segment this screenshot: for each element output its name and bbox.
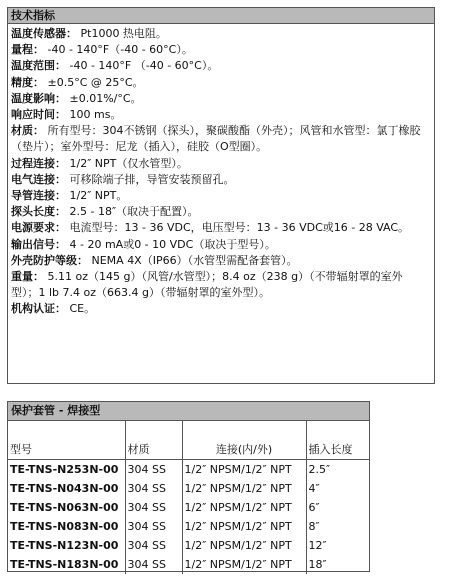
spec-value: -40 - 140°F（-40 - 60°C）。: [44, 43, 193, 57]
spec-label: 探头长度：: [11, 205, 66, 219]
col-header-model: 型号: [8, 421, 125, 460]
cell-insertion-length: 8″: [306, 517, 369, 536]
spec-label: 电气连接：: [11, 172, 66, 186]
spec-value: ±0.5°C @ 25°C。: [44, 75, 144, 89]
spec-label: 导管连接：: [11, 189, 66, 203]
spec-line: [11, 107, 430, 123]
spec-label: 电源要求：: [11, 221, 66, 235]
spec-value: Pt1000 热电阻。: [77, 27, 167, 40]
spec-value: 1/2″ NPT（仅水管型）。: [66, 156, 188, 170]
cell-connection: 1/2″ NPSM/1/2″ NPT: [182, 479, 306, 498]
spec-label: 响应时间：: [11, 108, 66, 122]
cell-insertion-length: 18″: [306, 555, 369, 574]
spec-label: 精度：: [11, 75, 44, 89]
spec-value: 1/2″ NPT。: [66, 189, 128, 203]
spec-value: 2.5 - 18″（取决于配置）。: [66, 205, 199, 219]
table-header-row: [8, 421, 369, 460]
table-row: [8, 517, 369, 536]
spec-value: 4 - 20 mA或0 - 10 VDC（取决于型号）。: [66, 237, 276, 251]
cell-material: 304 SS: [125, 517, 182, 536]
cell-connection: 1/2″ NPSM/1/2″ NPT: [182, 498, 306, 517]
cell-connection: 1/2″ NPSM/1/2″ NPT: [182, 460, 306, 480]
spec-line: [11, 58, 430, 74]
spec-line: [11, 42, 430, 58]
col-header-insertion-length: 插入长度: [306, 421, 369, 460]
cell-material: 304 SS: [125, 479, 182, 498]
spec-label: 外壳防护等级：: [11, 253, 88, 267]
cell-insertion-length: 12″: [306, 536, 369, 555]
spec-value: 所有型号：304不锈钢（探头），聚碳酸酯（外壳）；风管和水管型：氯丁橡胶（垫片）；室外型号：尼龙（插入），硅胶（O型圈）。: [11, 124, 421, 154]
cell-material: 304 SS: [125, 555, 182, 574]
cell-insertion-length: 2.5″: [306, 460, 369, 480]
cell-model: TE-TNS-N083N-00: [10, 519, 119, 533]
spec-panel: [7, 7, 435, 384]
spec-value: NEMA 4X（IP66）（水管型需配备套管）。: [88, 253, 298, 267]
cell-model: TE-TNS-N253N-00: [10, 462, 119, 476]
spec-list: [8, 24, 434, 318]
thermowell-table: [8, 421, 369, 574]
table-row: [8, 479, 369, 498]
cell-material: 304 SS: [125, 536, 182, 555]
cell-material: 304 SS: [125, 498, 182, 517]
cell-model: TE-TNS-N043N-00: [10, 481, 119, 495]
spec-label: 量程：: [11, 43, 44, 57]
spec-line: [11, 188, 430, 204]
spec-label: 输出信号：: [11, 237, 66, 251]
cell-insertion-length: 6″: [306, 498, 369, 517]
spec-title: 技术指标: [8, 8, 434, 24]
col-header-connection: 连接(内/外): [182, 421, 306, 460]
spec-line: [11, 123, 430, 155]
spec-line: [11, 237, 430, 253]
cell-insertion-length: 4″: [306, 479, 369, 498]
spec-line: [11, 301, 430, 317]
spec-label: 过程连接：: [11, 156, 66, 170]
spec-label: 机构认证：: [11, 302, 66, 316]
cell-connection: 1/2″ NPSM/1/2″ NPT: [182, 517, 306, 536]
spec-label: 材质：: [11, 124, 44, 138]
spec-line: [11, 172, 430, 188]
cell-connection: 1/2″ NPSM/1/2″ NPT: [182, 555, 306, 574]
spec-line: [11, 269, 430, 301]
cell-model: TE-TNS-N063N-00: [10, 500, 119, 514]
spec-label: 温度传感器：: [11, 27, 77, 40]
cell-material: 304 SS: [125, 460, 182, 480]
cell-model: TE-TNS-N183N-00: [10, 557, 119, 571]
spec-line: [11, 75, 430, 91]
spec-value: -40 - 140°F （-40 - 60°C）。: [66, 59, 219, 73]
spec-label: 温度范围：: [11, 59, 66, 73]
thermowell-panel: [7, 401, 370, 572]
col-header-material: 材质: [125, 421, 182, 460]
spec-value: 可移除端子排，导管安装预留孔。: [66, 172, 235, 186]
spec-value: CE。: [66, 302, 96, 316]
table-row: [8, 460, 369, 480]
thermowell-title: 保护套管 - 焊接型: [8, 402, 369, 421]
spec-line: [11, 26, 430, 42]
table-row: [8, 498, 369, 517]
cell-connection: 1/2″ NPSM/1/2″ NPT: [182, 536, 306, 555]
cell-model: TE-TNS-N123N-00: [10, 538, 119, 552]
spec-label: 温度影响：: [11, 91, 66, 105]
spec-value: ±0.01%/°C。: [66, 91, 142, 105]
spec-value: 电流型号：13 - 36 VDC，电压型号：13 - 36 VDC或16 - 28 VAC。: [66, 221, 410, 235]
table-row: [8, 555, 369, 574]
spec-label: 重量：: [11, 270, 44, 284]
spec-line: [11, 220, 430, 236]
spec-value: 100 ms。: [66, 108, 122, 122]
spec-line: [11, 253, 430, 269]
spec-line: [11, 91, 430, 107]
table-row: [8, 536, 369, 555]
spec-line: [11, 156, 430, 172]
spec-line: [11, 204, 430, 220]
spec-value: 5.11 oz（145 g）（风管/水管型）；8.4 oz（238 g）（不带辐射罩的室外型）；1 lb 7.4 oz（663.4 g）（带辐射罩的室外型）。: [11, 270, 403, 300]
